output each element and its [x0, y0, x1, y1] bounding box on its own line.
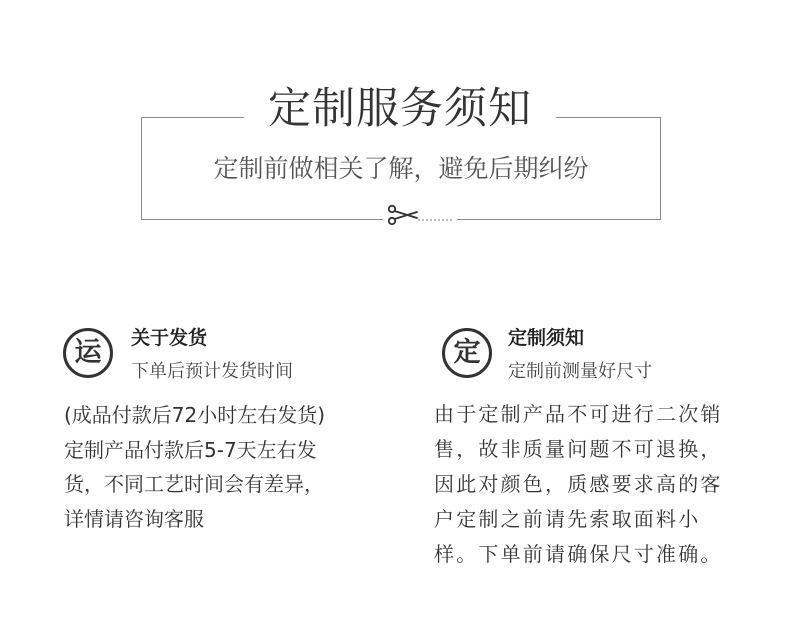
shipping-title: 关于发货 [131, 327, 208, 349]
shipping-subtitle: 下单后预计发货时间 [131, 361, 293, 382]
custom-title: 定制须知 [508, 327, 585, 349]
custom-subtitle: 定制前测量好尺寸 [508, 361, 652, 382]
custom-paragraph: 由于定制产品不可进行二次销售，故非质量问题不可退换，因此对颜色，质感要求高的客户定制之前请先索取面料小样。下单前请确保尺寸准确。 [434, 402, 723, 566]
custom-badge: 定 [442, 328, 492, 378]
custom-body [434, 397, 734, 572]
shipping-body [64, 398, 332, 536]
shipping-paragraph: 定制产品付款后5-7天左右发货，不同工艺时间会有差异，详情请咨询客服 [64, 437, 324, 531]
page-subtitle: 定制前做相关了解，避免后期纠纷 [213, 154, 589, 183]
page-title: 定制服务须知 [268, 84, 532, 134]
shipping-paragraph: (成品付款后72小时左右发货) [64, 403, 326, 427]
shipping-badge: 运 [63, 328, 113, 378]
scissors-icon [385, 203, 455, 227]
